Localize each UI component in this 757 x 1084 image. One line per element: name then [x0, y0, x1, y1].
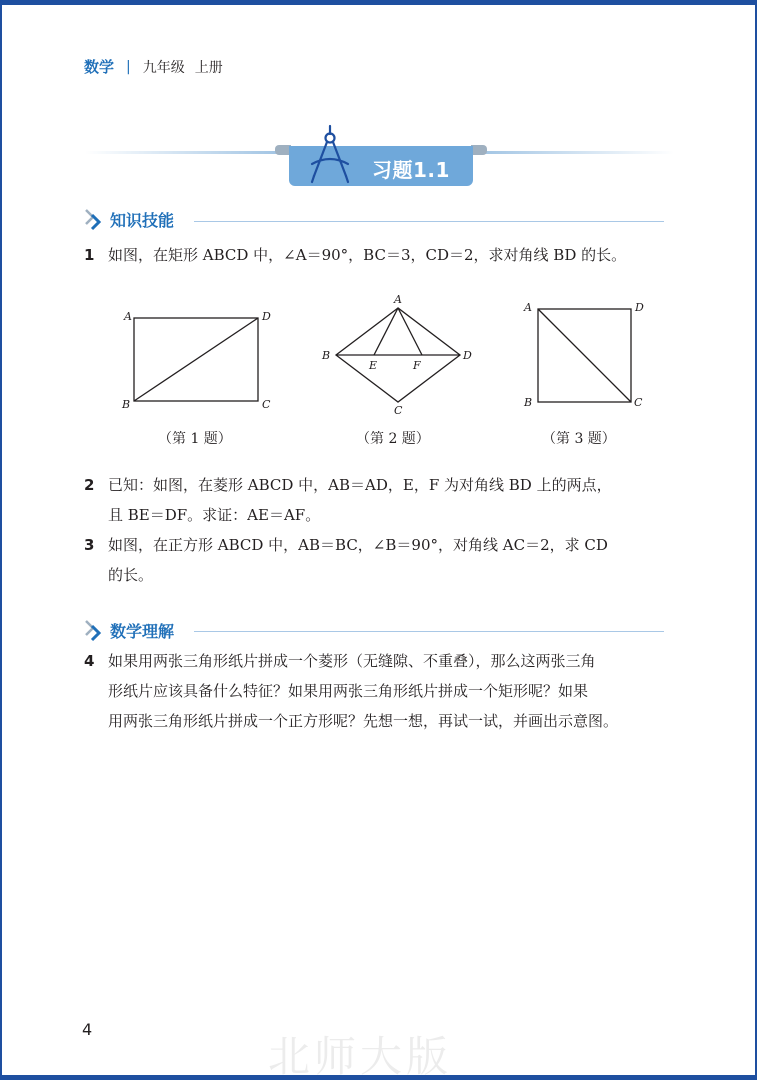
- problem-1: [84, 240, 694, 270]
- exercise-title: 习题1.1: [372, 158, 450, 182]
- fig2-label-c: C: [394, 404, 403, 417]
- header-volume: 上册: [194, 59, 223, 76]
- problem-2: [84, 470, 694, 530]
- problem-text: 如图，在矩形 ABCD 中，∠A＝90°，BC＝3，CD＝2，求对角线 BD 的长。: [108, 246, 627, 264]
- header-grade: 九年级: [142, 59, 185, 76]
- problem-text: 已知：如图，在菱形 ABCD 中，AB＝AD，E，F 为对角线 BD 上的两点，: [108, 476, 612, 494]
- fig3-label-c: C: [634, 396, 643, 409]
- section-rule-understanding: [194, 631, 664, 632]
- fig1-label-a: A: [124, 310, 132, 323]
- problem-text: 如果用两张三角形纸片拼成一个菱形（无缝隙、不重叠），那么这两张三角: [108, 652, 596, 670]
- section-rule-skills: [194, 221, 664, 222]
- fig3-label-d: D: [635, 301, 644, 314]
- chevron-right-icon: [82, 617, 108, 643]
- fig2-label-a: A: [394, 293, 402, 306]
- problem-text: 形纸片应该具备什么特征？如果用两张三角形纸片拼成一个矩形呢？如果: [108, 682, 589, 700]
- fig2-caption: （第 2 题）: [356, 431, 430, 447]
- fig3-diagonal-ac: [538, 309, 631, 402]
- compass-icon: [306, 124, 354, 184]
- title-rule-left: [85, 151, 285, 154]
- fig1-caption: （第 1 题）: [158, 431, 232, 447]
- section-heading-understanding: [82, 617, 174, 643]
- title-rule-right: [474, 151, 674, 154]
- problem-4: [84, 646, 694, 736]
- problem-text: 且 BE＝DF。求证：AE＝AF。: [108, 506, 321, 524]
- running-header: [84, 56, 223, 77]
- fig2-label-d: D: [463, 349, 472, 362]
- fig3-caption: （第 3 题）: [542, 431, 616, 447]
- page-frame-top: [0, 0, 757, 5]
- fig1-diagonal-bd: [134, 318, 258, 401]
- section-label-understanding: 数学理解: [110, 621, 175, 641]
- problem-text: 用两张三角形纸片拼成一个正方形呢？先想一想，再试一试，并画出示意图。: [108, 712, 619, 730]
- problem-number: 1: [84, 246, 95, 264]
- header-subject: 数学: [84, 58, 115, 76]
- fig1-label-c: C: [262, 398, 271, 411]
- header-separator: |: [126, 58, 131, 75]
- problem-number: 4: [84, 652, 95, 670]
- fig2-label-b: B: [322, 349, 331, 362]
- fig1-label-d: D: [262, 310, 271, 323]
- problem-number: 2: [84, 476, 95, 494]
- fig3-label-b: B: [524, 396, 533, 409]
- title-tab-ear-right: [471, 145, 487, 155]
- problem-text: 的长。: [108, 566, 154, 584]
- chevron-right-icon: [82, 206, 108, 232]
- page-number: 4: [82, 1020, 93, 1039]
- fig3-label-a: A: [524, 301, 532, 314]
- fig2-label-f: F: [413, 359, 421, 372]
- publisher-watermark: 北师大版: [268, 1032, 453, 1081]
- page-frame-left: [0, 0, 2, 1080]
- fig2-label-e: E: [369, 359, 378, 372]
- fig2-segment-ae: [374, 308, 398, 355]
- section-label-skills: 知识技能: [110, 210, 175, 230]
- problem-number: 3: [84, 536, 95, 554]
- problem-text: 如图，在正方形 ABCD 中，AB＝BC，∠B＝90°，对角线 AC＝2，求 CD: [108, 536, 608, 554]
- fig2-segment-af: [398, 308, 422, 355]
- problem-3: [84, 530, 694, 590]
- figures-row: [110, 288, 670, 428]
- section-heading-skills: [82, 206, 174, 232]
- fig1-label-b: B: [122, 398, 131, 411]
